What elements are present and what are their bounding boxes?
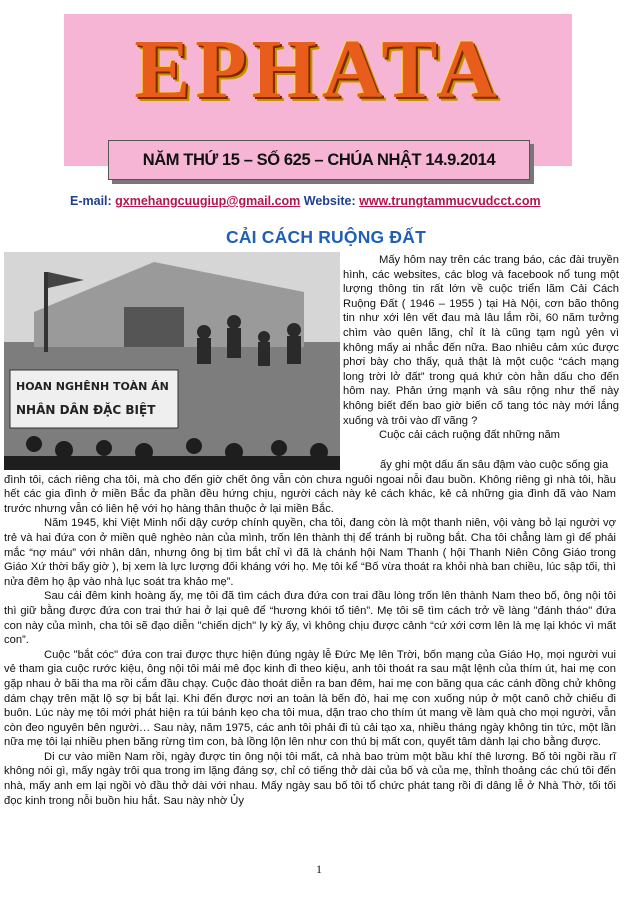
- article-body: [4, 458, 616, 808]
- website-label: Website:: [300, 194, 360, 208]
- photo-banner-line-1: HOAN NGHÊNH TOÀN ÁN: [16, 380, 169, 393]
- wrap-line: ấy ghi một dấu ấn sâu đậm vào cuộc sống gia: [380, 459, 609, 471]
- intro-paragraph: Mấy hôm nay trên các trang báo, các đài truyền hình, các websites, các blog và facebook nổ tung một lượng thông tin rất lớn về cuộc triển lãm Cải Cách Ruộng Đất ( 1946 – 1955 ) tại Hà Nội, cơn bão thông tin như xới lên vết đau mà lâu lắm rồi, 60 năm tưởng chìm vào quên lãng, chỉ ít là cũng tạm ngủ yên vì không mấy ai nhắc đến nữa. Bao nhiêu cảm xúc được phơi bày cho thấy, quả thật là một cuộc “cách mạng long trời lở đất” trong quá khứ còn hằn dấu cho đến hôm nay. Phản ứng mạnh và sâu rộng như thế này không biết đến bao giờ biến cố tang tóc này mới lắng xuống và trôi vào dĩ vãng ?: [343, 254, 619, 427]
- body-paragraph-migration: Di cư vào miền Nam rồi, ngày được tin ông nội tôi mất, cả nhà bao trùm một bầu khí thê lương. Bố tôi ngồi rầu rĩ không nói gì, mấy ngày trôi qua trong im lặng đáng sợ, chỉ có tiếng thở dài của bố và của mẹ, thỉnh thoảng các chú tôi đến nhà, mấy anh em lại ngồi vò đầu thở dài với nhau. Mấy ngày sau bố tôi tổ chức phát tang rồi đi dâng lễ ở Nhà Thờ, tối tối đọc kinh trong nỗi buồn hiu hắt. Sau này nhờ Ủy: [4, 750, 616, 807]
- continuation-paragraph: đình tôi, cách riêng cha tôi, mà cho đến giờ chết ông vẫn còn chưa nguôi ngoai nỗi đau buồn. Không riêng gì nhà tôi, hầu hết các gia đình ở miền Bắc đa phần đều hứng chịu, người cách này kẻ cách khác, kẻ cả những gia đình đã vào Nam trước nhưng vẫn có liên hệ với họ hàng thân thuộc ở lại miền Bắc.: [4, 473, 616, 515]
- body-paragraph-kidnap: Cuộc "bắt cóc" đứa con trai được thực hiện đúng ngày lễ Đức Mẹ lên Trời, bốn mạng của Giáo Họ, mọi người vui vẻ tham gia cuộc rước kiệu, ông nội tôi mải mê đọc kinh đi theo kiệu, anh tôi thoát ra sau mật lệnh của thím út, hai mẹ con gặp nhau ở bãi tha ma rồi cắm đầu chạy. Cuộc đào thoát diễn ra ban đêm, hai mẹ con băng qua các cánh đồng chử không dám chạy trên mặt lộ sợ bị bắt lại. Khi đến được nơi an toàn là bến đò, hai mẹ con xuống núp ở một canô chở chiếu đi buôn. Lúc này mẹ tôi mới phát hiện ra túi bánh kẹo cha tôi mua, dặn trao cho thím út mang về làm quà cho mọi người, vẫn còn đeo nguyên bên người… Sau này, năm 1975, các anh tôi phải đi tù cải tạo xa, nhiều tháng ngày không tin tức, một lần nữa mẹ tôi lại nhiều phen băng rừng tìm con, bà lồng lộn lên như con thú bị mất con, quyết tâm dành lại cho bằng được.: [4, 648, 616, 749]
- contact-line: [70, 194, 541, 208]
- body-paragraph-escape: Sau cái đêm kinh hoàng ấy, mẹ tôi đã tìm cách đưa đứa con trai đầu lòng trốn lên thành Nam theo bố, ông nội tôi thì giữ bằng được đứa con trai thứ hai ở lại quê để “hương khói tổ tiên”. Mẹ tôi sẽ tìm cách trở về làng "đánh tháo" đứa con này của mình, cha tôi sẽ đạo diễn "chiến dịch" ly kỳ ấy, vì không chịu được cảnh “cứ xới cơm lên là mẹ lại khóc vì mất con”.: [4, 590, 616, 647]
- intro-paragraph-2: Cuộc cải cách ruộng đất những năm: [379, 429, 561, 442]
- issue-subtitle: [108, 140, 530, 180]
- issue-subtitle-text: NĂM THỨ 15 – SỐ 625 – CHÚA NHẬT 14.9.2014: [142, 150, 496, 169]
- masthead-title: EPHATA: [134, 23, 502, 116]
- photo-illustration: [4, 252, 340, 470]
- page-number: 1: [316, 862, 322, 876]
- email-label: E-mail:: [70, 194, 116, 208]
- website-link[interactable]: www.trungtammucvudcct.com: [359, 194, 541, 208]
- article-title: CẢI CÁCH RUỘNG ĐẤT: [226, 227, 426, 247]
- historical-photo: [4, 252, 340, 470]
- body-paragraph-1945: Năm 1945, khi Việt Minh nổi dậy cướp chính quyền, cha tôi, đang còn là một thanh niên, vội vàng bỏ lại người vợ trẻ và hai đứa con ở miền quê nghèo nàn của mình, trốn lên thành thị để tránh bị ruồng bắt. Cha tôi chẳng làm gì để phải mắc “nợ máu” với nhân dân, nhưng ông bị tìm bắt chỉ vì đã là chánh hội Nam Thanh ( hội Thanh Niên Công Giáo trong Giáo Xứ thời bấy giờ ), bị xem là lực lượng đối kháng với họ. Mẹ tôi kể “Bố vừa thoát ra khỏi nhà ban chiều, lúc sập tối, thì nửa đêm họ ập vào nhà lục soát tra khảo mẹ”.: [4, 517, 616, 588]
- photo-banner-line-2: NHÂN DÂN ĐẶC BIỆT: [16, 403, 156, 417]
- article-intro-column: [343, 253, 619, 443]
- email-link[interactable]: gxmehangcuugiup@gmail.com: [115, 194, 301, 208]
